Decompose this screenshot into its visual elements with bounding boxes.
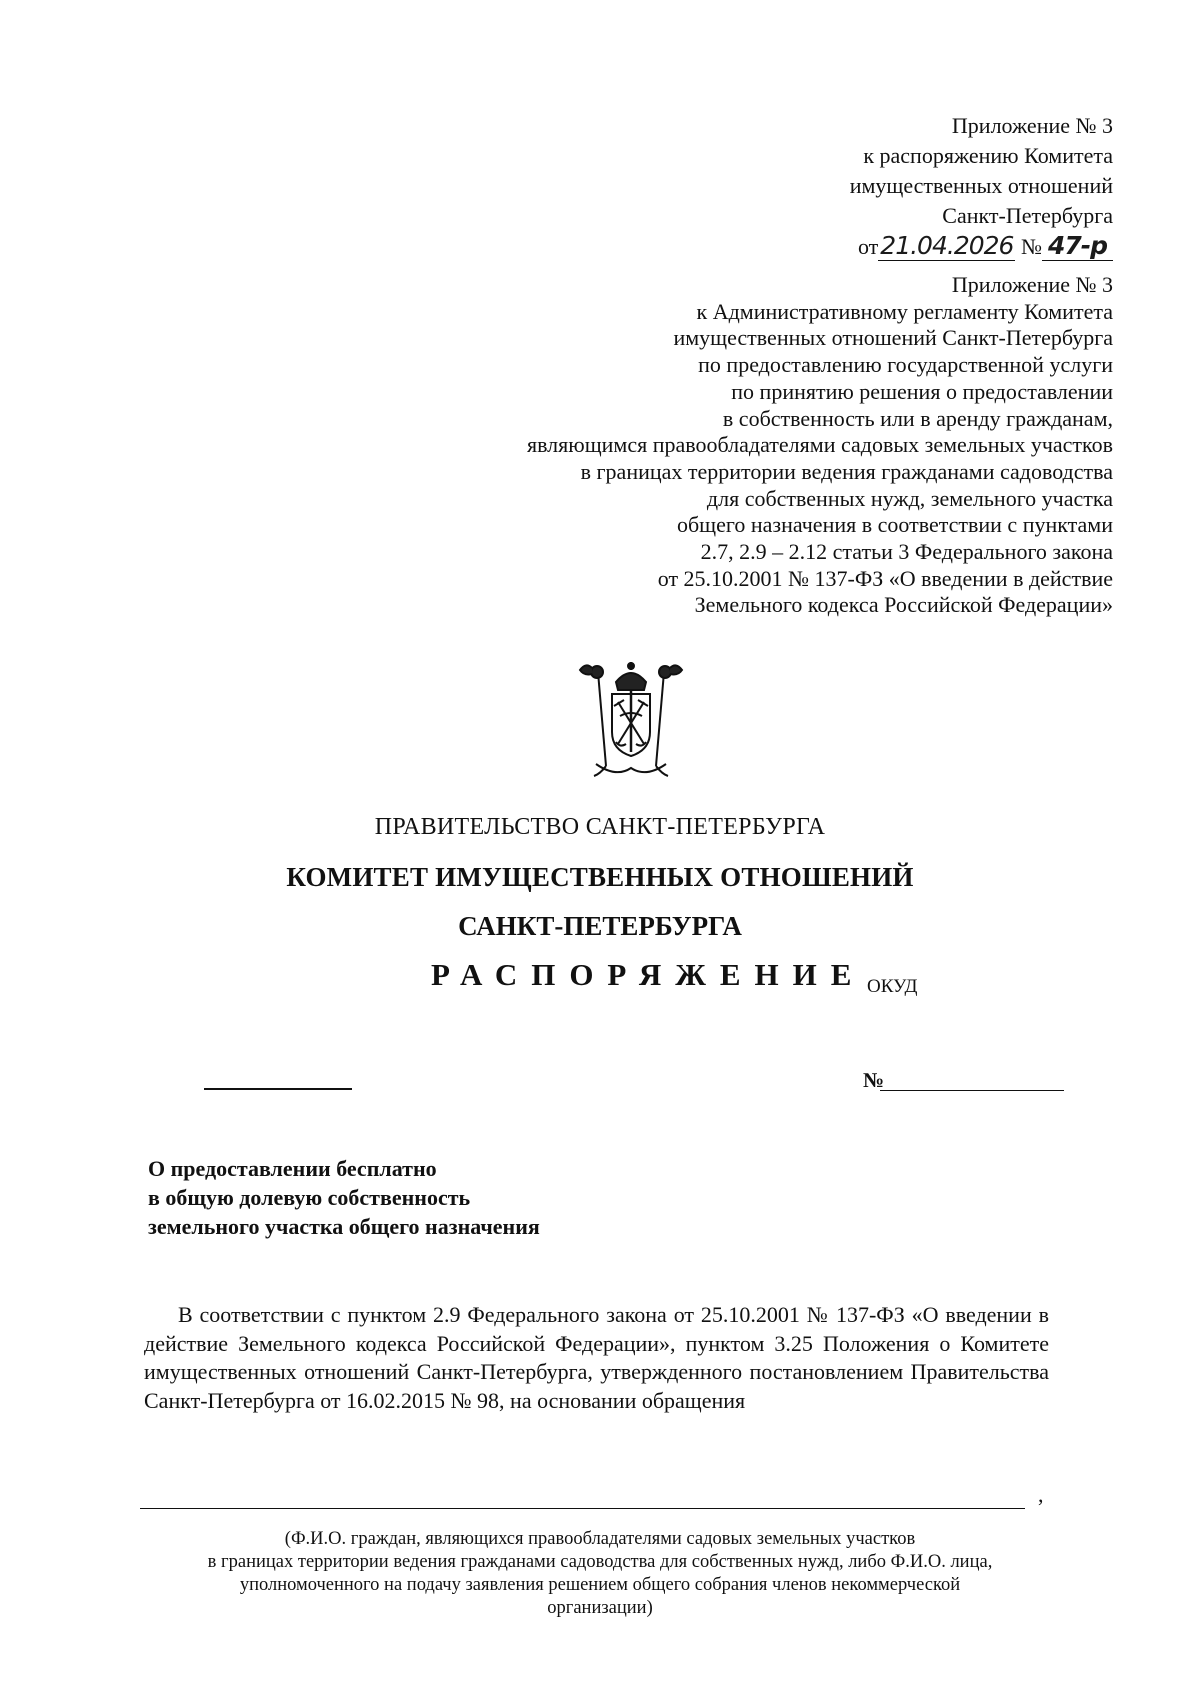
government-title: ПРАВИТЕЛЬСТВО САНКТ-ПЕТЕРБУРГА: [374, 814, 826, 840]
approval-line: Приложение № 3: [951, 272, 1113, 297]
approval-line: в границах территории ведения гражданами садоводства: [580, 458, 1113, 484]
document-subject: [148, 1154, 540, 1241]
handwritten-number: 47-р: [1042, 231, 1113, 261]
caption-line: (Ф.И.О. граждан, являющихся правообладателями садовых земельных участков: [284, 1529, 916, 1549]
number-prefix: №: [1020, 234, 1042, 259]
fill-line-comma: ,: [1038, 1482, 1044, 1507]
approval-block-order: [850, 111, 1113, 262]
document-type-title: РАСПОРЯЖЕНИЕ: [431, 957, 866, 992]
subject-line: в общую долевую собственность: [148, 1185, 471, 1210]
preamble-paragraph: В соответствии с пунктом 2.9 Федерального закона от 25.10.2001 № 137-ФЗ «О введении в действие Земельного кодекса Российской Федерации», пунктом 3.25 Положения о Комитете имущественных отношений Санкт-Петербурга, утвержденного постановлением Правительства Санкт-Петербурга от 16.02.2015 № 98, на основании обращения: [144, 1302, 1049, 1413]
date-blank-line: [204, 1088, 352, 1090]
applicant-fill-line: [140, 1508, 1025, 1509]
approval-line: Приложение № 3: [951, 113, 1113, 138]
date-prefix: от: [857, 234, 879, 259]
approval-line: к Административному регламенту Комитета: [696, 298, 1113, 324]
approval-line: являющимся правообладателями садовых земельных участков: [526, 432, 1113, 458]
approval-line: к распоряжению Комитета: [863, 143, 1113, 168]
approval-line: по предоставлению государственной услуги: [698, 352, 1113, 378]
fill-line-caption: [130, 1528, 1070, 1620]
approval-line: в собственность или в аренду гражданам,: [722, 405, 1113, 431]
approval-line: Земельного кодекса Российской Федерации»: [694, 592, 1113, 618]
approval-line: по принятию решения о предоставлении: [731, 378, 1113, 404]
approval-date-number-line: [850, 231, 1113, 262]
subject-line: О предоставлении бесплатно: [148, 1156, 437, 1181]
committee-title-line1: КОМИТЕТ ИМУЩЕСТВЕННЫХ ОТНОШЕНИЙ: [286, 862, 914, 892]
handwritten-date: 21.04.2026: [880, 231, 1014, 260]
approval-line: 2.7, 2.9 – 2.12 статьи 3 Федерального закона: [700, 539, 1113, 565]
subject-line: земельного участка общего назначения: [148, 1214, 540, 1239]
number-label: №: [863, 1068, 885, 1092]
caption-line: организации): [547, 1598, 653, 1618]
approval-line: Санкт-Петербурга: [942, 203, 1113, 228]
approval-line: для собственных нужд, земельного участка: [706, 485, 1113, 511]
number-blank-line: [880, 1090, 1064, 1091]
approval-block-regulation: [527, 272, 1113, 619]
caption-line: в границах территории ведения гражданами садоводства для собственных нужд, либо Ф.И.О. лица,: [207, 1552, 993, 1572]
committee-title-line2: САНКТ-ПЕТЕРБУРГА: [458, 911, 742, 941]
caption-line: уполномоченного на подачу заявления решением общего собрания членов некоммерческой: [239, 1575, 961, 1595]
saint-petersburg-coat-of-arms-icon: [576, 660, 686, 780]
approval-line: от 25.10.2001 № 137-ФЗ «О введении в действие: [657, 565, 1113, 591]
approval-line: имущественных отношений Санкт-Петербурга: [673, 325, 1113, 351]
approval-line: общего назначения в соответствии с пунктами: [676, 512, 1113, 538]
okud-label: ОКУД: [867, 976, 918, 997]
approval-line: имущественных отношений: [849, 173, 1113, 198]
